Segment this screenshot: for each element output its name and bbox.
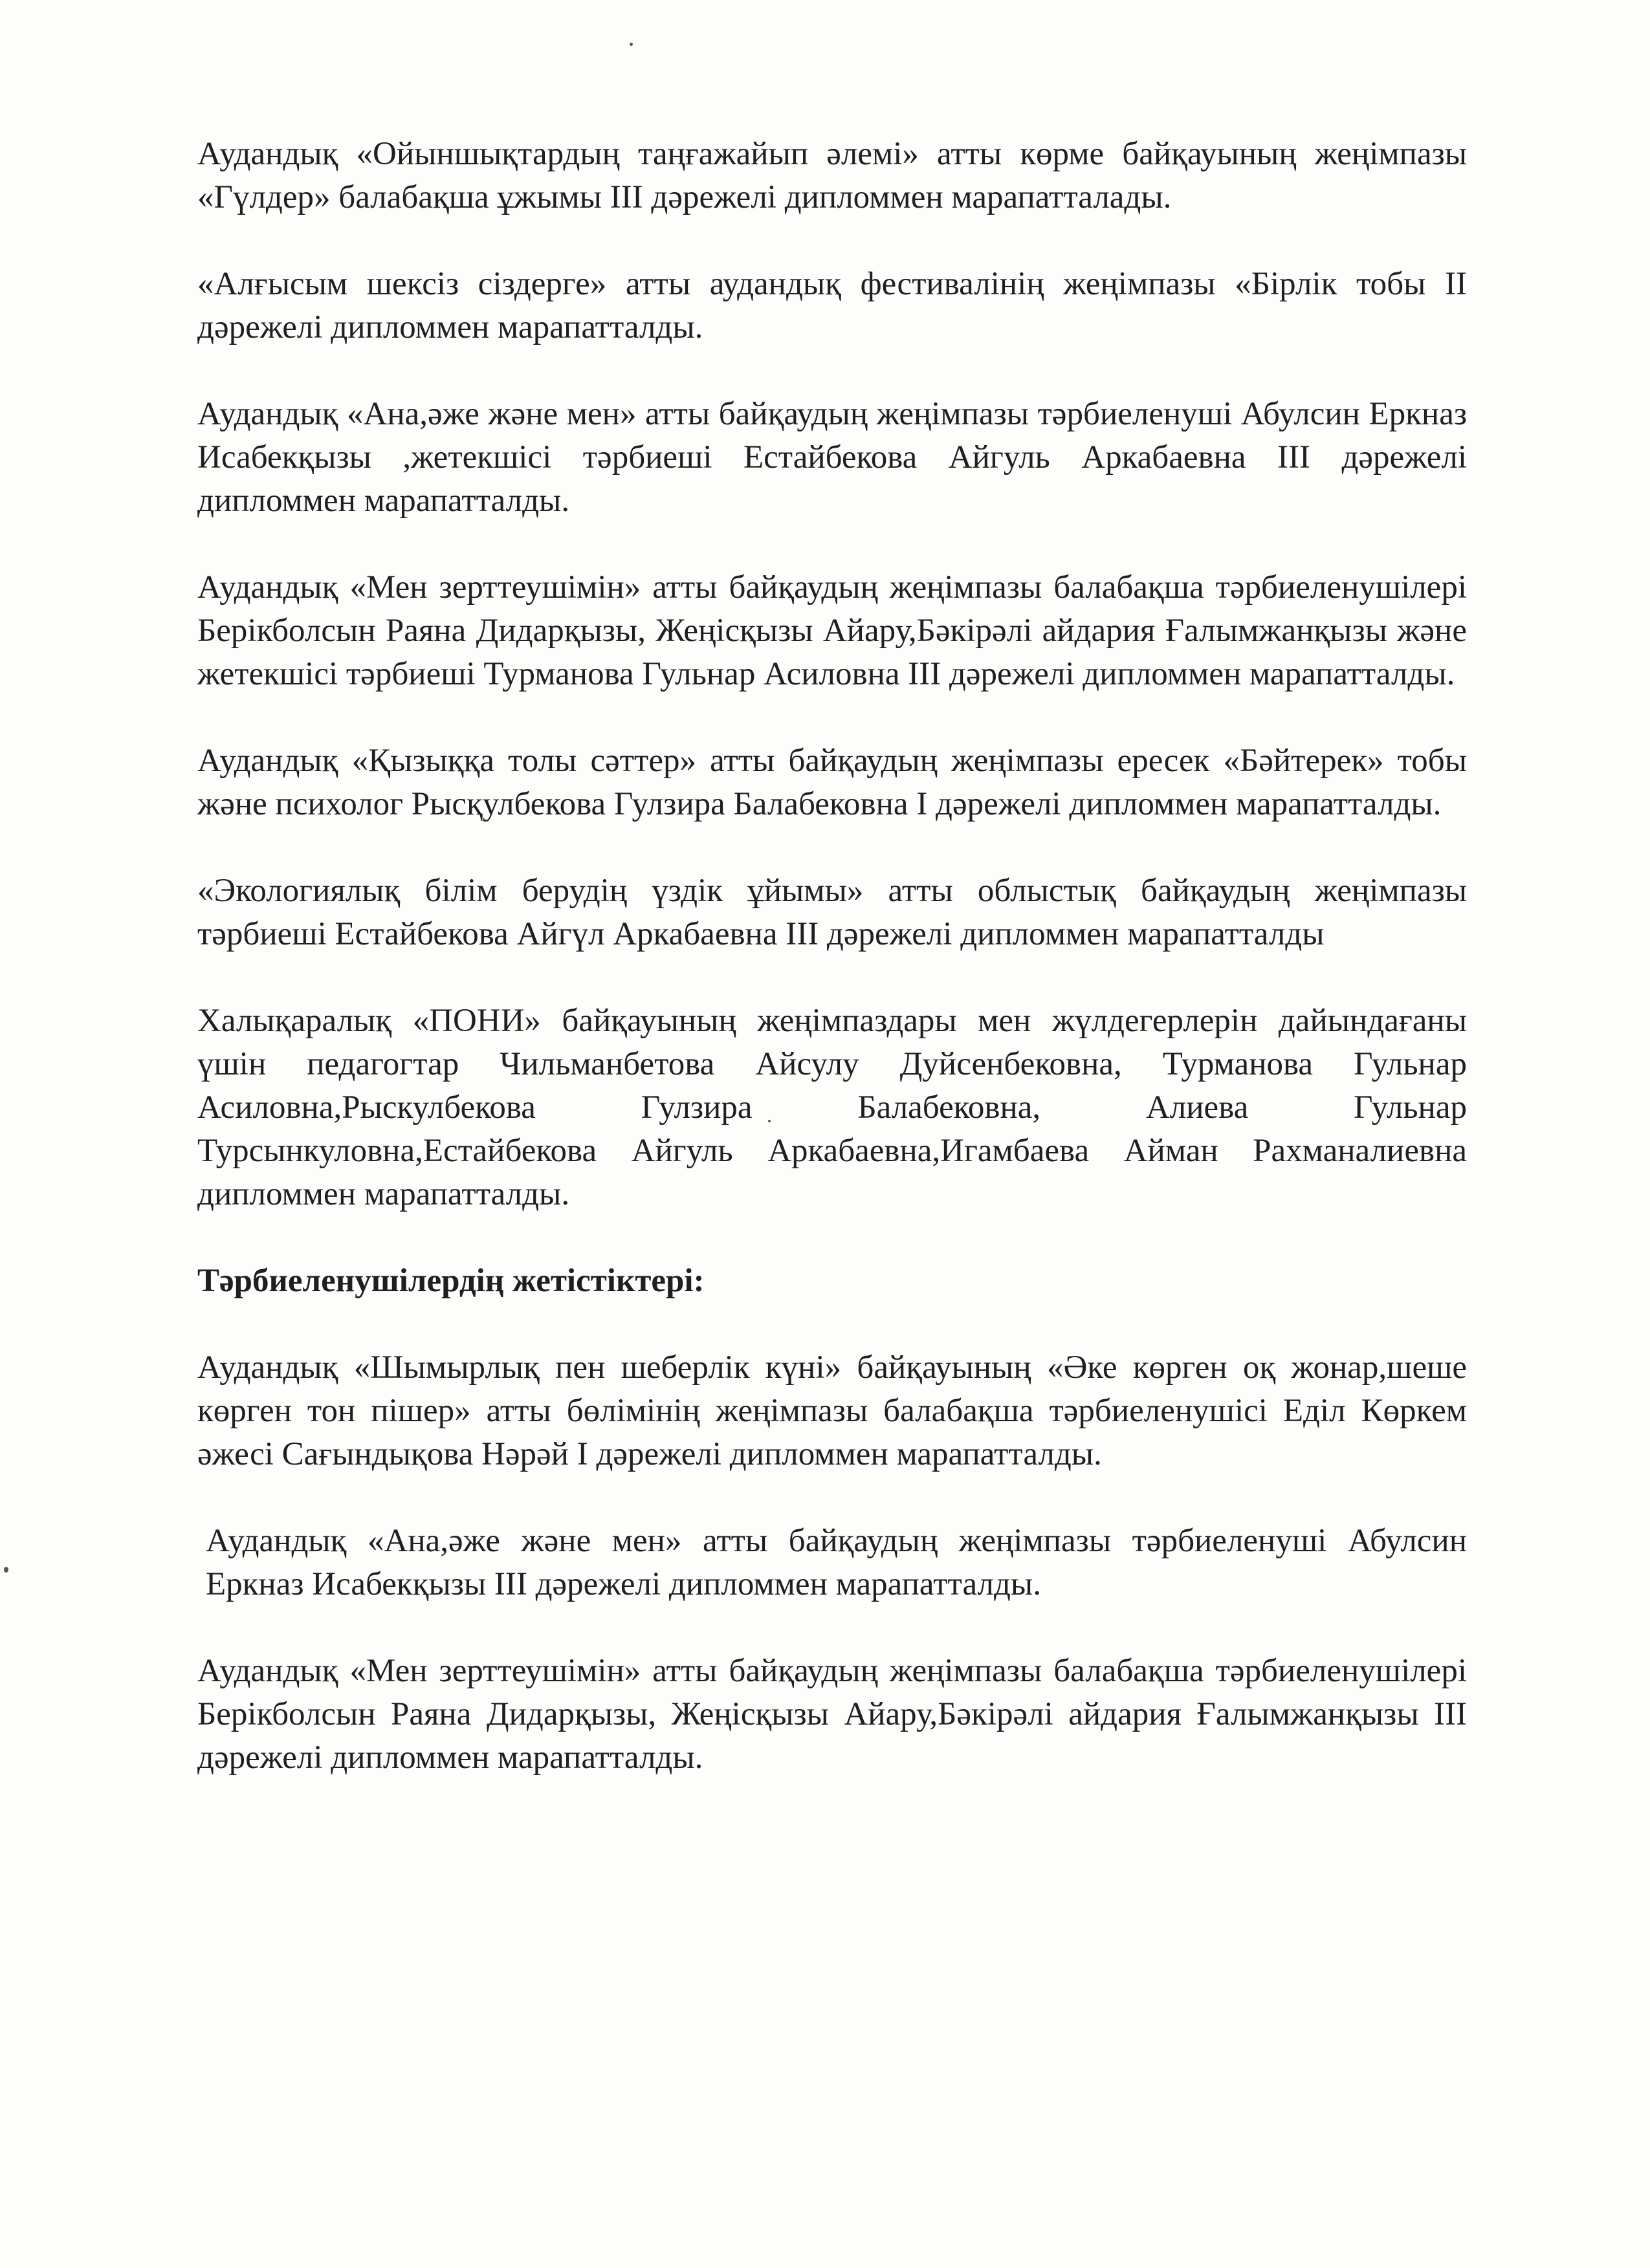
achievement-paragraph: Аудандық «Мен зерттеушімін» атты байқаудың жеңімпазы балабақша тәрбиеленушілері Берікболсын Раяна Дидарқызы, Жеңісқызы Айару,Бәкірәлі айдария Ғалымжанқызы және жетекшісі тәрбиеші Турманова Гульнар Асиловна ІІІ дәрежелі дипломмен марапатталды. [197, 569, 1467, 692]
achievement-paragraph: «Экологиялық білім берудің үздік ұйымы» атты облыстық байқаудың жеңімпазы тәрбиеші Естайбекова Айгүл Аркабаевна ІІІ дәрежелі дипломмен марапатталды [197, 873, 1467, 952]
student-achievement-paragraph: Аудандық «Мен зерттеушімін» атты байқаудың жеңімпазы балабақша тәрбиеленушілері Берікболсын Раяна Дидарқызы, Жеңісқызы Айару,Бәкірәлі айдария Ғалымжанқызы ІІІ дәрежелі дипломмен марапатталды. [197, 1653, 1467, 1776]
scan-speck [630, 43, 633, 46]
achievement-paragraph: Халықаралық «ПОНИ» байқауының жеңімпаздары мен жүлдегерлерін дайындағаны үшін педагогтар Чильманбетова Айсулу Дуйсенбековна, Турманова Гульнар Асиловна,Рыскулбекова Гулзира Балабековна, Алиева Гульнар Турсынкуловна,Естайбекова Айгуль Аркабаевна,Игамбаева Айман Рахманалиевна дипломмен марапатталды. [197, 1003, 1467, 1212]
achievement-paragraph: Аудандық «Ойыншықтардың таңғажайып әлемі» атты көрме байқауының жеңімпазы «Гүлдер» балабақша ұжымы ІІІ дәрежелі дипломмен марапатталады. [197, 136, 1467, 215]
student-achievement-paragraph: Аудандық «Шымырлық пен шеберлік күні» байқауының «Әке көрген оқ жонар,шеше көрген тон пішер» атты бөлімінің жеңімпазы балабақша тәрбиеленушісі Еділ Көркем әжесі Сағындықова Нәрәй І дәрежелі дипломмен марапатталды. [197, 1349, 1467, 1472]
scan-speck [4, 1567, 8, 1573]
section-heading: Тәрбиеленушілердің жетістіктері: [197, 1263, 705, 1299]
achievement-paragraph: «Алғысым шексіз сіздерге» атты аудандық фестивалінің жеңімпазы «Бірлік тобы ІІ дәрежелі дипломмен марапатталды. [197, 266, 1467, 345]
achievement-paragraph: Аудандық «Қызыққа толы сәттер» атты байқаудың жеңімпазы ересек «Бәйтерек» тобы және психолог Рысқулбекова Гулзира Балабековна І дәрежелі дипломмен марапатталды. [197, 743, 1467, 822]
achievement-paragraph: Аудандық «Ана,әже және мен» атты байқаудың жеңімпазы тәрбиеленуші Абулсин Еркназ Исабекқызы ,жетекшісі тәрбиеші Естайбекова Айгуль Аркабаевна ІІІ дәрежелі дипломмен марапатталды. [197, 396, 1467, 519]
student-achievement-paragraph: Аудандық «Ана,әже және мен» атты байқаудың жеңімпазы тәрбиеленуші Абулсин Еркназ Исабекқызы ІІІ дәрежелі дипломмен марапатталды. [206, 1523, 1467, 1602]
document-body [197, 133, 1467, 1823]
